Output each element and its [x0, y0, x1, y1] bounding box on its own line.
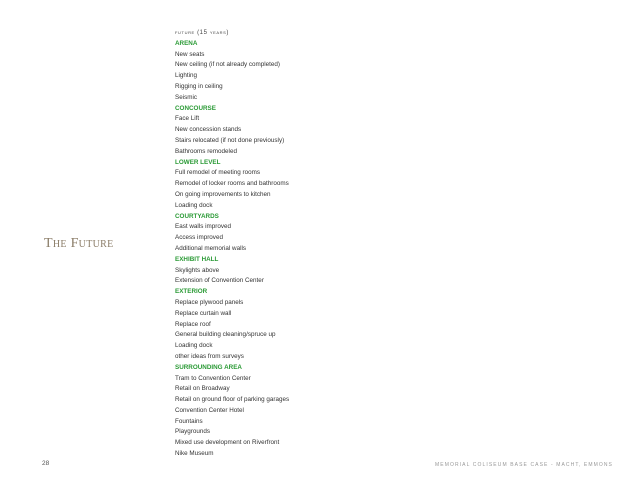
list-item: Full remodel of meeting rooms	[175, 169, 261, 177]
group-title: EXTERIOR	[175, 288, 208, 296]
footer-text: MEMORIAL COLISEUM BASE CASE - MACHT, EMMONS	[435, 462, 613, 468]
list-item: Convention Center Hotel	[175, 406, 244, 414]
group	[175, 212, 475, 255]
list-item: Replace curtain wall	[175, 309, 232, 317]
list-item: Replace roof	[175, 320, 211, 328]
section-title: The Future	[44, 236, 114, 251]
group	[175, 255, 475, 287]
list-item: Playgrounds	[175, 428, 211, 436]
list-item: On going improvements to kitchen	[175, 190, 271, 198]
content-heading: future (15 years)	[175, 30, 229, 36]
list-item: Loading dock	[175, 201, 213, 209]
groups-container	[175, 39, 475, 460]
page-number: 28	[42, 460, 50, 467]
list-item: Seismic	[175, 93, 198, 101]
list-item: Remodel of locker rooms and bathrooms	[175, 180, 289, 188]
list-item: Retail on Broadway	[175, 385, 230, 393]
list-item: Loading dock	[175, 342, 213, 350]
group	[175, 104, 475, 158]
list-item: Bathrooms remodeled	[175, 147, 237, 155]
list-item: Stairs relocated (if not done previously)	[175, 136, 285, 144]
list-item: Mixed use development on Riverfront	[175, 439, 280, 447]
list-item: Additional memorial walls	[175, 244, 247, 252]
group-title: CONCOURSE	[175, 104, 216, 112]
list-item: Lighting	[175, 72, 198, 80]
group-title: COURTYARDS	[175, 212, 219, 220]
group-title: LOWER LEVEL	[175, 158, 221, 166]
list-item: Skylights above	[175, 266, 220, 274]
list-item: General building cleaning/spruce up	[175, 331, 276, 339]
group	[175, 363, 475, 460]
list-item: Extension of Convention Center	[175, 277, 264, 285]
list-item: Replace plywood panels	[175, 298, 244, 306]
list-item: East walls improved	[175, 223, 231, 231]
list-item: Fountains	[175, 417, 203, 425]
group	[175, 158, 475, 212]
group-title: ARENA	[175, 39, 198, 47]
list-item: New concession stands	[175, 126, 242, 134]
future-list	[175, 28, 475, 460]
list-item: New ceiling (if not already completed)	[175, 61, 280, 69]
group	[175, 287, 475, 363]
list-item: Tram to Convention Center	[175, 374, 251, 382]
list-item: other ideas from surveys	[175, 352, 244, 360]
group	[175, 39, 475, 104]
group-title: SURROUNDING AREA	[175, 363, 242, 371]
list-item: Rigging in ceiling	[175, 82, 223, 90]
list-item: Access improved	[175, 234, 223, 242]
list-item: Face Lift	[175, 115, 200, 123]
list-item: New seats	[175, 50, 205, 58]
list-item: Nike Museum	[175, 450, 214, 458]
list-item: Retail on ground floor of parking garages	[175, 396, 290, 404]
group-title: EXHIBIT HALL	[175, 255, 219, 263]
